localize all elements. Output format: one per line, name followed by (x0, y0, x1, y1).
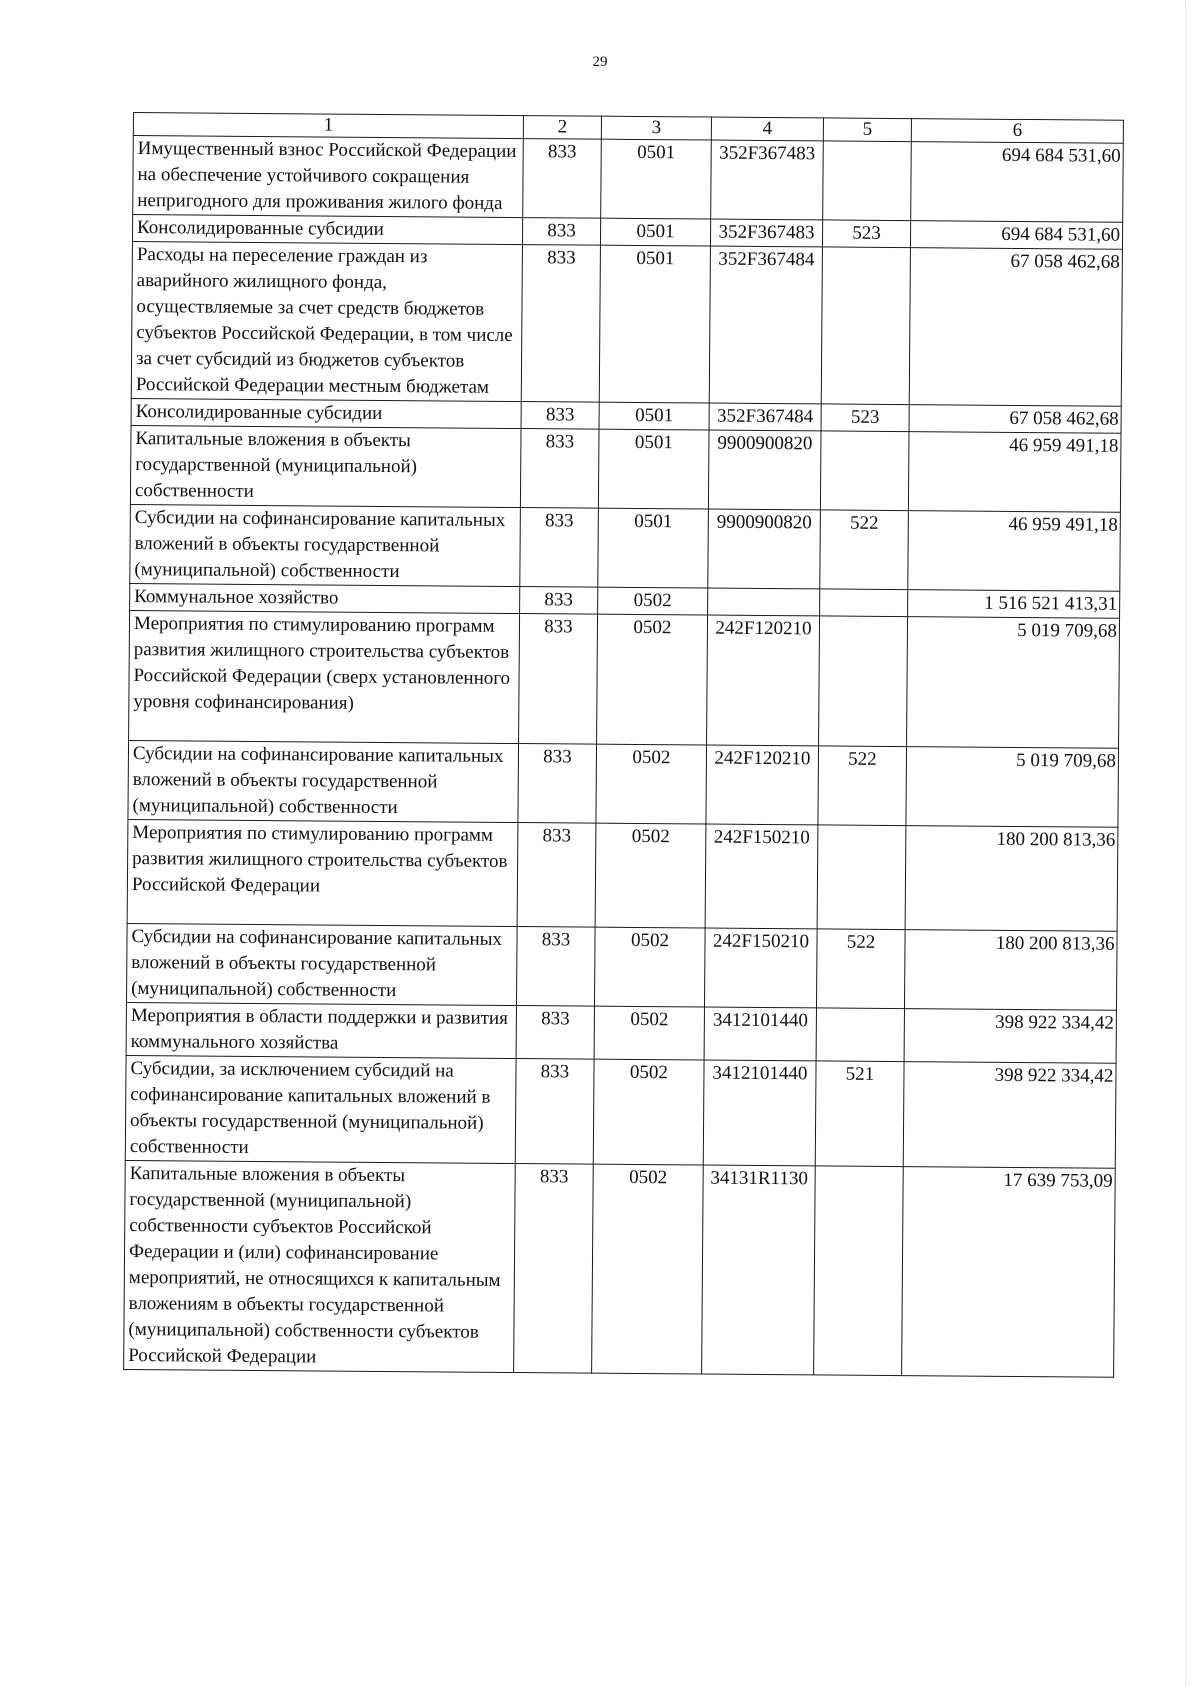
row-col4: 34131R1130 (702, 1165, 816, 1375)
row-col5: 522 (818, 746, 907, 826)
column-header: 2 (523, 116, 601, 140)
page-number: 29 (592, 54, 608, 70)
row-col5 (819, 616, 908, 747)
row-col5: 523 (822, 220, 910, 248)
row-col4: 352F367484 (709, 246, 822, 404)
row-name: Субсидии на софинансирование капитальных вложений в объекты государственной (муниципальной) собственности (127, 923, 518, 1005)
row-name: Субсидии, за исключением субсидий на софинансирование капитальных вложений в объекты государственной (муниципальной) собственности (125, 1055, 516, 1163)
row-col2: 833 (520, 587, 598, 615)
row-col2: 833 (514, 1164, 594, 1374)
row-col5 (820, 589, 908, 617)
row-col4: 3412101440 (704, 1007, 816, 1061)
row-col4: 242F120210 (706, 745, 819, 825)
row-col2: 833 (523, 139, 602, 219)
table-row (129, 610, 1120, 748)
row-amount: 398 922 334,42 (903, 1062, 1116, 1169)
row-name: Расходы на переселение граждан из аварийного жилищного фонда, осуществляемые за счет средств бюджетов субъектов Российской Федерации, в том числе за счет субсидий из бюджетов субъектов Российской Федерации местным бюджетам (131, 241, 522, 401)
row-amount: 398 922 334,42 (904, 1009, 1116, 1064)
table-row (127, 923, 1118, 1010)
column-header: 6 (911, 119, 1123, 144)
row-col3: 0502 (597, 614, 708, 745)
row-name: Субсидии на софинансирование капитальных вложений в объекты государственной (муниципальной) собственности (128, 740, 519, 822)
row-col4 (708, 588, 820, 616)
row-col3: 0501 (599, 402, 709, 430)
row-amount: 46 959 491,18 (908, 511, 1121, 592)
row-col2: 833 (522, 218, 600, 246)
column-header: 1 (133, 113, 523, 139)
row-name: Мероприятия в области поддержки и развития коммунального хозяйства (126, 1002, 516, 1058)
row-col4: 9900900820 (708, 430, 821, 510)
row-name: Консолидированные субсидии (131, 398, 521, 428)
row-col3: 0502 (592, 1164, 704, 1374)
row-col2: 833 (516, 1006, 594, 1060)
table-row (130, 425, 1121, 512)
row-col2: 833 (521, 245, 600, 403)
row-col4: 3412101440 (703, 1060, 816, 1166)
row-col4: 242F150210 (705, 824, 818, 929)
row-name: Субсидии на софинансирование капитальных вложений в объекты государственной (муниципальной) собственности (130, 504, 521, 586)
row-col2: 833 (518, 744, 597, 824)
row-col4: 242F120210 (707, 615, 820, 746)
row-col3: 0501 (598, 508, 709, 588)
row-col2: 833 (521, 402, 599, 430)
row-amount: 694 684 531,60 (911, 142, 1124, 223)
row-col5: 521 (815, 1061, 904, 1167)
row-col4: 352F367484 (709, 403, 821, 431)
row-col2: 833 (520, 508, 599, 588)
row-col5 (814, 1166, 904, 1376)
table-row (130, 504, 1121, 591)
row-col2: 833 (516, 927, 595, 1007)
row-name: Мероприятия по стимулированию программ развития жилищного строительства субъектов Российской Федерации (127, 819, 518, 926)
scan-edge-marks (1183, 0, 1186, 1686)
row-amount: 67 058 462,68 (909, 248, 1122, 407)
row-col3: 0501 (598, 429, 709, 509)
budget-table-container (123, 112, 1123, 1378)
table-row (128, 740, 1119, 827)
row-amount: 1 516 521 413,31 (908, 590, 1120, 619)
row-col3: 0501 (601, 139, 712, 219)
row-col4: 9900900820 (708, 509, 821, 589)
row-col3: 0502 (596, 744, 707, 824)
row-amount: 46 959 491,18 (908, 432, 1121, 513)
row-col5 (817, 825, 906, 930)
table-row (133, 136, 1124, 223)
row-name: Капитальные вложения в объекты государственной (муниципальной) собственности субъектов Российской Федерации и (или) софинансирование мероприятий, не относящихся к капитальным вложениям в объекты государственной (муниципальной) собственности субъектов Российской Федерации (124, 1160, 516, 1372)
budget-table (123, 112, 1124, 1378)
table-row (127, 819, 1118, 931)
row-col3: 0501 (600, 218, 710, 246)
row-name: Мероприятия по стимулированию программ развития жилищного строительства субъектов Российской Федерации (сверх установленного уровня софинансирования) (129, 610, 520, 743)
row-col5 (820, 431, 909, 511)
row-amount: 5 019 709,68 (907, 617, 1120, 749)
row-col5 (823, 141, 912, 221)
row-name: Имущественный взнос Российской Федерации на обеспечение устойчивого сокращения непригодного для проживания жилого фонда (133, 136, 524, 218)
row-col4: 352F367483 (710, 219, 822, 247)
row-amount: 694 684 531,60 (910, 221, 1122, 250)
column-header: 4 (711, 117, 823, 141)
row-name: Капитальные вложения в объекты государственной (муниципальной) собственности (130, 425, 521, 507)
row-col5: 522 (816, 929, 905, 1009)
row-amount: 180 200 813,36 (904, 930, 1117, 1011)
table-row (125, 1055, 1116, 1168)
row-amount: 67 058 462,68 (909, 405, 1121, 434)
row-col5: 523 (821, 404, 909, 432)
row-amount: 5 019 709,68 (906, 747, 1119, 828)
table-row (131, 241, 1122, 406)
row-col2: 833 (515, 1059, 594, 1165)
row-col5: 522 (820, 510, 909, 590)
row-col3: 0502 (594, 927, 705, 1007)
row-col2: 833 (520, 429, 599, 509)
row-col5 (816, 1008, 904, 1062)
row-amount: 180 200 813,36 (905, 826, 1118, 932)
row-name: Коммунальное хозяйство (130, 583, 520, 613)
table-row (126, 1002, 1116, 1063)
row-col3: 0502 (598, 587, 708, 615)
table-row (124, 1160, 1116, 1377)
row-col3: 0502 (594, 1006, 704, 1060)
row-col2: 833 (517, 823, 596, 928)
row-col3: 0502 (595, 823, 706, 928)
row-amount: 17 639 753,09 (902, 1167, 1116, 1378)
row-col5 (821, 247, 910, 405)
row-col3: 0502 (593, 1059, 704, 1165)
row-col4: 352F367483 (711, 140, 824, 220)
row-name: Консолидированные субсидии (132, 215, 522, 245)
column-header: 5 (823, 118, 911, 142)
row-col3: 0501 (599, 245, 710, 403)
row-col4: 242F150210 (704, 928, 817, 1008)
column-header: 3 (601, 116, 711, 140)
row-col2: 833 (519, 614, 598, 745)
